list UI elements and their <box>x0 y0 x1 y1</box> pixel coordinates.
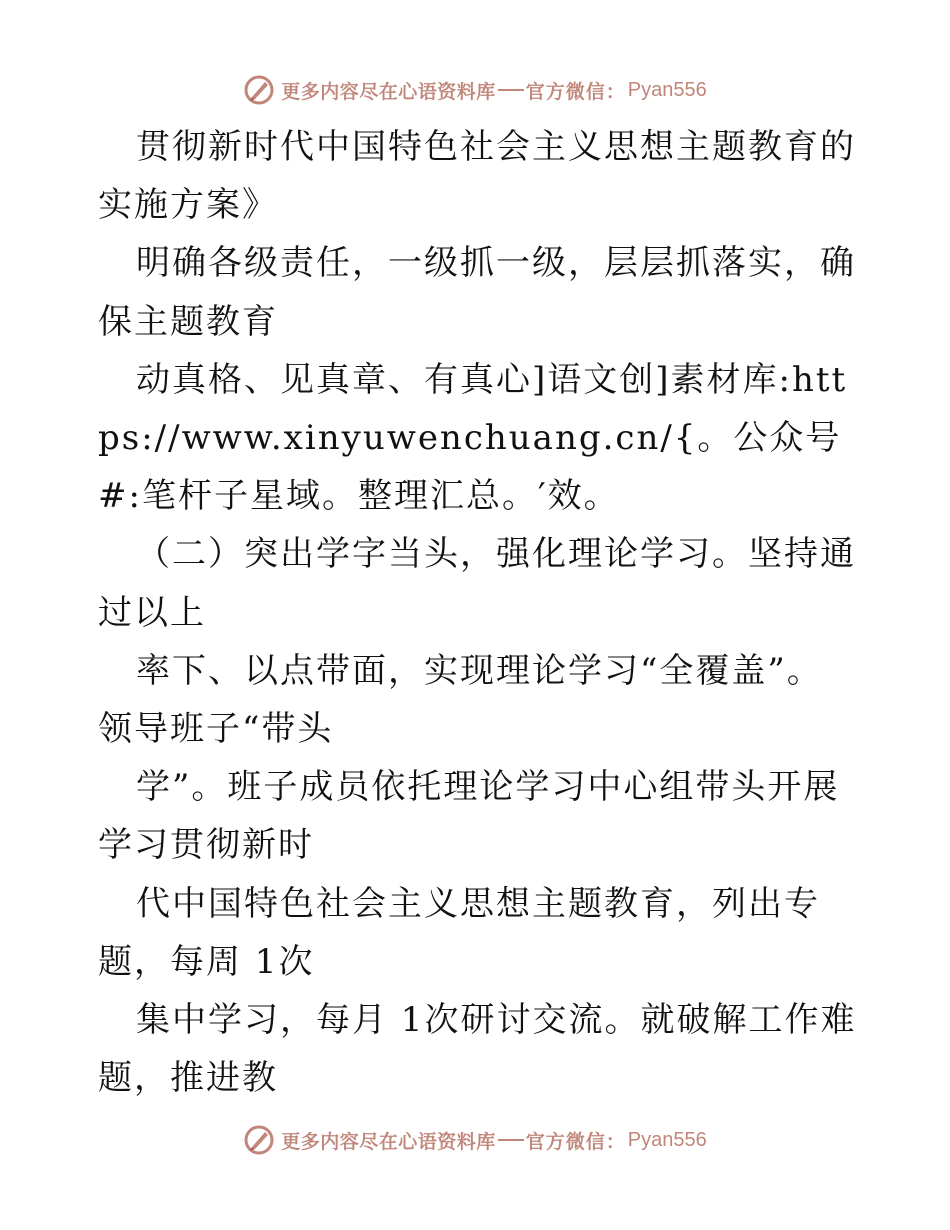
paragraph: 明确各级责任，一级抓一级，层层抓落实，确保主题教育 <box>98 243 856 342</box>
banner-account: Pyan556 <box>627 78 707 101</box>
red-pen-logo-icon <box>243 1124 275 1156</box>
paragraph: 贯彻新时代中国特色社会主义思想主题教育的实施方案》 <box>98 127 856 226</box>
paragraph: 集中学习，每月 1次研讨交流。就破解工作难题，推进教 <box>98 1000 857 1099</box>
paragraph: 学”。班子成员依托理论学习中心组带头开展学习贯彻新时 <box>98 767 840 866</box>
banner-slogan: 更多内容尽在心语资料库 <box>281 1130 496 1153</box>
body-text <box>98 118 858 1107</box>
banner-account: Pyan556 <box>627 1128 707 1151</box>
banner-dash <box>498 1139 524 1141</box>
paragraph: 率下、以点带面，实现理论学习“全覆盖”。领导班子“带头 <box>98 650 823 750</box>
banner-dash <box>498 89 524 91</box>
banner-wechat-label: 官方微信： <box>525 80 626 103</box>
header-banner <box>0 70 950 110</box>
footer-banner <box>0 1120 950 1160</box>
banner-wechat-label: 官方微信： <box>525 1130 626 1153</box>
red-pen-logo-icon <box>243 74 275 106</box>
paragraph: 动真格、见真章、有真心]语文创]素材库:https://www.xinyuwenchuang.cn/{。公众号#:笔杆子星域。整理汇总。′效。 <box>98 359 848 517</box>
paragraph: 代中国特色社会主义思想主题教育，列出专题，每周 1次 <box>98 883 820 982</box>
paragraph: （二）突出学字当头，强化理论学习。坚持通过以上 <box>98 534 856 633</box>
banner-slogan: 更多内容尽在心语资料库 <box>281 80 496 103</box>
